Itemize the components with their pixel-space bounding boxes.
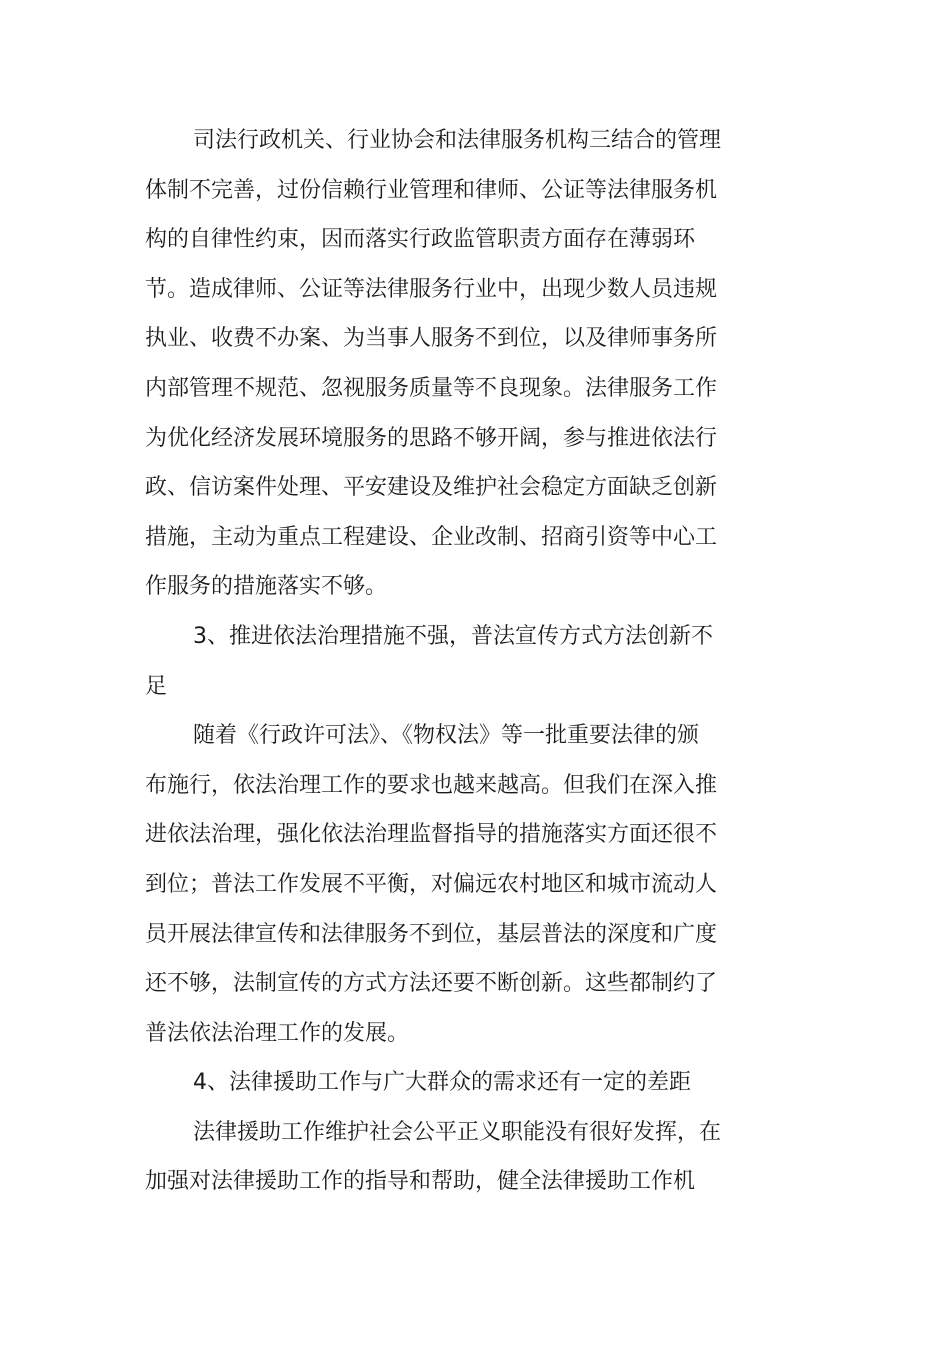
text-line: 员开展法律宣传和法律服务不到位，基层普法的深度和广度 xyxy=(145,921,718,947)
text-line: 作服务的措施落实不够。 xyxy=(145,574,388,600)
text-line: 还不够，法制宣传的方式方法还要不断创新。这些都制约了 xyxy=(145,971,718,997)
section-heading: 4、法律援助工作与广大群众的需求还有一定的差距 xyxy=(193,1070,691,1096)
text-line: 进依法治理，强化依法治理监督指导的措施落实方面还很不 xyxy=(145,822,718,848)
text-line: 为优化经济发展环境服务的思路不够开阔，参与推进依法行 xyxy=(145,425,718,451)
text-line: 节。造成律师、公证等法律服务行业中，出现少数人员违规 xyxy=(145,276,718,302)
text-line: 随着《行政许可法》、《物权法》等一批重要法律的颁 xyxy=(193,723,700,749)
text-line: 执业、收费不办案、为当事人服务不到位，以及律师事务所 xyxy=(145,326,718,352)
section-heading: 3、推进依法治理措施不强，普法宣传方式方法创新不 xyxy=(193,623,713,649)
text-line: 布施行，依法治理工作的要求也越来越高。但我们在深入推 xyxy=(145,772,718,798)
text-line: 内部管理不规范、忽视服务质量等不良现象。法律服务工作 xyxy=(145,375,718,401)
text-line: 构的自律性约束，因而落实行政监管职责方面存在薄弱环 xyxy=(145,227,696,253)
text-line: 体制不完善，过份信赖行业管理和律师、公证等法律服务机 xyxy=(145,177,718,203)
text-line: 到位；普法工作发展不平衡，对偏远农村地区和城市流动人 xyxy=(145,871,718,897)
text-line: 普法依法治理工作的发展。 xyxy=(145,1020,410,1046)
text-line: 政、信访案件处理、平安建设及维护社会稳定方面缺乏创新 xyxy=(145,475,718,501)
text-line: 司法行政机关、行业协会和法律服务机构三结合的管理 xyxy=(193,128,722,153)
text-line: 法律援助工作维护社会公平正义职能没有很好发挥，在 xyxy=(193,1119,722,1145)
text-line: 加强对法律援助工作的指导和帮助，健全法律援助工作机 xyxy=(145,1169,696,1195)
section-heading-continued: 足 xyxy=(145,673,168,699)
body-text xyxy=(145,116,745,1207)
text-line: 措施，主动为重点工程建设、企业改制、招商引资等中心工 xyxy=(145,524,718,550)
